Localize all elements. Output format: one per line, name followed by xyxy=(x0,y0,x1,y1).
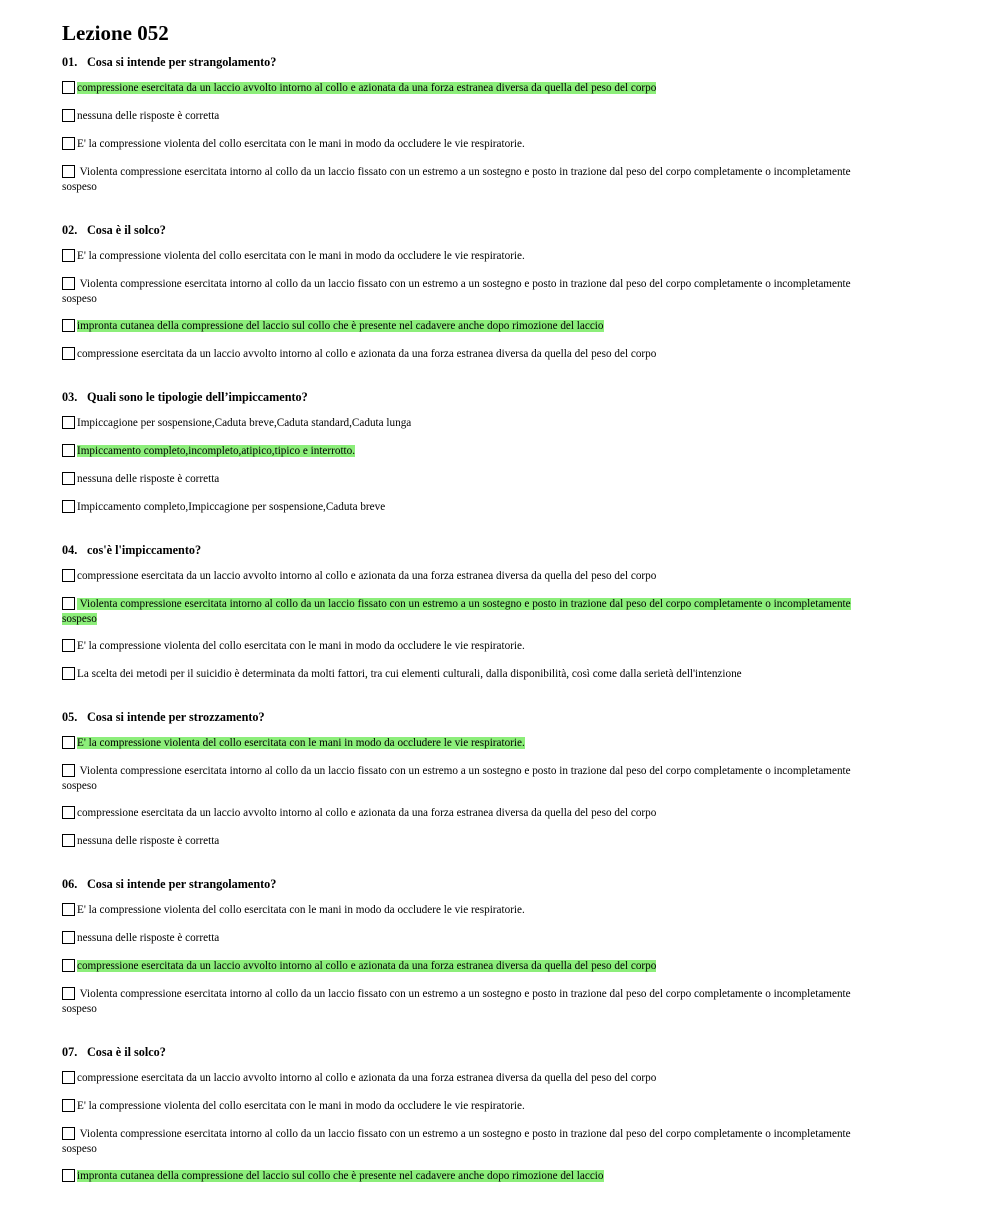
checkbox[interactable] xyxy=(62,764,75,777)
checkbox[interactable] xyxy=(62,277,75,290)
answer-option[interactable] xyxy=(62,109,862,124)
checkbox[interactable] xyxy=(62,81,75,94)
question-number: 07. xyxy=(62,1045,78,1059)
checkbox[interactable] xyxy=(62,903,75,916)
checkbox[interactable] xyxy=(62,444,75,457)
checkbox[interactable] xyxy=(62,500,75,513)
answer-list xyxy=(62,249,862,362)
answer-text: compressione esercitata da un laccio avvolto intorno al collo e azionata da una forza estranea diversa da quella del peso del corpo xyxy=(77,807,657,819)
answer-text: Impiccamento completo,Impiccagione per sospensione,Caduta breve xyxy=(77,501,386,513)
answer-text: E' la compressione violenta del collo esercitata con le mani in modo da occludere le vie respiratorie. xyxy=(77,138,525,150)
answer-text: La scelta dei metodi per il suicidio è determinata da molti fattori, tra cui elementi culturali, dalla disponibilità, così come dalla serietà dell'intenzione xyxy=(77,668,742,680)
question-number: 02. xyxy=(62,223,78,237)
answer-text: nessuna delle risposte è corretta xyxy=(77,835,220,847)
answer-option[interactable] xyxy=(62,764,862,794)
answer-option[interactable] xyxy=(62,1127,862,1157)
answer-option[interactable] xyxy=(62,569,862,584)
answer-text: Violenta compressione esercitata intorno al collo da un laccio fissato con un estremo a un sostegno e posto in trazione dal peso del corpo completamente o incompletamente sospeso xyxy=(62,765,851,792)
checkbox[interactable] xyxy=(62,1071,75,1084)
answer-option[interactable] xyxy=(62,416,862,431)
checkbox[interactable] xyxy=(62,137,75,150)
question-text: Quali sono le tipologie dell’impiccamento? xyxy=(87,390,308,404)
question-heading xyxy=(62,390,862,404)
checkbox[interactable] xyxy=(62,1169,75,1182)
answer-text-highlighted: impronta cutanea della compressione del laccio sul collo che è presente nel cadavere anche dopo rimozione del laccio xyxy=(77,1170,604,1182)
question-heading xyxy=(62,877,862,891)
answer-text: Impiccagione per sospensione,Caduta breve,Caduta standard,Caduta lunga xyxy=(77,417,412,429)
answer-text: nessuna delle risposte è corretta xyxy=(77,473,220,485)
checkbox[interactable] xyxy=(62,806,75,819)
answer-option[interactable] xyxy=(62,597,862,627)
answer-option[interactable] xyxy=(62,931,862,946)
checkbox[interactable] xyxy=(62,472,75,485)
answer-list xyxy=(62,736,862,849)
answer-text: E' la compressione violenta del collo esercitata con le mani in modo da occludere le vie respiratorie. xyxy=(77,640,525,652)
answer-option[interactable] xyxy=(62,277,862,307)
page-title: Lezione 052 xyxy=(62,21,169,45)
question-block xyxy=(62,543,862,682)
question-heading xyxy=(62,1045,862,1059)
answer-option[interactable] xyxy=(62,81,862,96)
quiz-page xyxy=(62,20,862,1184)
checkbox[interactable] xyxy=(62,1099,75,1112)
question-text: Cosa si intende per strangolamento? xyxy=(87,55,277,69)
answer-option[interactable] xyxy=(62,319,862,334)
question-text: cos'è l'impiccamento? xyxy=(87,543,202,557)
checkbox[interactable] xyxy=(62,416,75,429)
answer-text: Violenta compressione esercitata intorno al collo da un laccio fissato con un estremo a un sostegno e posto in trazione dal peso del corpo completamente o incompletamente sospeso xyxy=(62,988,851,1015)
answer-text: E' la compressione violenta del collo esercitata con le mani in modo da occludere le vie respiratorie. xyxy=(77,1100,525,1112)
question-block xyxy=(62,55,862,195)
answer-text: compressione esercitata da un laccio avvolto intorno al collo e azionata da una forza estranea diversa da quella del peso del corpo xyxy=(77,1072,657,1084)
answer-text: nessuna delle risposte è corretta xyxy=(77,110,220,122)
checkbox[interactable] xyxy=(62,109,75,122)
question-block xyxy=(62,877,862,1017)
answer-text: Violenta compressione esercitata intorno al collo da un laccio fissato con un estremo a un sostegno e posto in trazione dal peso del corpo completamente o incompletamente sospeso xyxy=(62,278,851,305)
answer-option[interactable] xyxy=(62,806,862,821)
question-number: 01. xyxy=(62,55,78,69)
answer-option[interactable] xyxy=(62,347,862,362)
answer-option[interactable] xyxy=(62,137,862,152)
question-text: Cosa si intende per strozzamento? xyxy=(87,710,265,724)
checkbox[interactable] xyxy=(62,347,75,360)
answer-text-highlighted: impronta cutanea della compressione del laccio sul collo che è presente nel cadavere anche dopo rimozione del laccio xyxy=(77,320,604,332)
checkbox[interactable] xyxy=(62,597,75,610)
checkbox[interactable] xyxy=(62,987,75,1000)
answer-text: E' la compressione violenta del collo esercitata con le mani in modo da occludere le vie respiratorie. xyxy=(77,250,525,262)
checkbox[interactable] xyxy=(62,834,75,847)
answer-text-highlighted: compressione esercitata da un laccio avvolto intorno al collo e azionata da una forza estranea diversa da quella del peso del corpo xyxy=(77,82,657,94)
checkbox[interactable] xyxy=(62,959,75,972)
checkbox[interactable] xyxy=(62,736,75,749)
answer-text: Violenta compressione esercitata intorno al collo da un laccio fissato con un estremo a un sostegno e posto in trazione dal peso del corpo completamente o incompletamente sospeso xyxy=(62,1128,851,1155)
answer-option[interactable] xyxy=(62,444,862,459)
question-block xyxy=(62,710,862,849)
answer-text-highlighted: Violenta compressione esercitata intorno al collo da un laccio fissato con un estremo a un sostegno e posto in trazione dal peso del corpo completamente o incompletamente sospeso xyxy=(62,598,851,625)
answer-text-highlighted: compressione esercitata da un laccio avvolto intorno al collo e azionata da una forza estranea diversa da quella del peso del corpo xyxy=(77,960,657,972)
question-block xyxy=(62,1045,862,1184)
answer-option[interactable] xyxy=(62,165,862,195)
answer-option[interactable] xyxy=(62,987,862,1017)
question-number: 05. xyxy=(62,710,78,724)
answer-option[interactable] xyxy=(62,1071,862,1086)
answer-text: compressione esercitata da un laccio avvolto intorno al collo e azionata da una forza estranea diversa da quella del peso del corpo xyxy=(77,348,657,360)
answer-text-highlighted: Impiccamento completo,incompleto,atipico,tipico e interrotto. xyxy=(77,445,356,457)
answer-option[interactable] xyxy=(62,834,862,849)
answer-option[interactable] xyxy=(62,249,862,264)
checkbox[interactable] xyxy=(62,249,75,262)
answer-text: compressione esercitata da un laccio avvolto intorno al collo e azionata da una forza estranea diversa da quella del peso del corpo xyxy=(77,570,657,582)
answer-option[interactable] xyxy=(62,500,862,515)
answer-option[interactable] xyxy=(62,903,862,918)
answer-list xyxy=(62,569,862,682)
checkbox[interactable] xyxy=(62,667,75,680)
answer-list xyxy=(62,81,862,195)
question-heading xyxy=(62,223,862,237)
answer-list xyxy=(62,416,862,515)
question-heading xyxy=(62,543,862,557)
question-number: 06. xyxy=(62,877,78,891)
answer-list xyxy=(62,903,862,1017)
answer-option[interactable] xyxy=(62,736,862,751)
question-block xyxy=(62,390,862,515)
checkbox[interactable] xyxy=(62,165,75,178)
checkbox[interactable] xyxy=(62,569,75,582)
question-text: Cosa è il solco? xyxy=(87,223,166,237)
checkbox[interactable] xyxy=(62,319,75,332)
answer-text: nessuna delle risposte è corretta xyxy=(77,932,220,944)
answer-option[interactable] xyxy=(62,472,862,487)
question-text: Cosa è il solco? xyxy=(87,1045,166,1059)
question-list xyxy=(62,55,862,1184)
answer-text: E' la compressione violenta del collo esercitata con le mani in modo da occludere le vie respiratorie. xyxy=(77,904,525,916)
answer-option[interactable] xyxy=(62,1169,862,1184)
question-block xyxy=(62,223,862,362)
question-heading xyxy=(62,710,862,724)
answer-option[interactable] xyxy=(62,1099,862,1114)
question-heading xyxy=(62,55,862,69)
answer-option[interactable] xyxy=(62,639,862,654)
question-number: 03. xyxy=(62,390,78,404)
checkbox[interactable] xyxy=(62,931,75,944)
answer-option[interactable] xyxy=(62,959,862,974)
question-number: 04. xyxy=(62,543,78,557)
question-text: Cosa si intende per strangolamento? xyxy=(87,877,277,891)
answer-text: Violenta compressione esercitata intorno al collo da un laccio fissato con un estremo a un sostegno e posto in trazione dal peso del corpo completamente o incompletamente sospeso xyxy=(62,166,851,193)
answer-text-highlighted: E' la compressione violenta del collo esercitata con le mani in modo da occludere le vie respiratorie. xyxy=(77,737,525,749)
checkbox[interactable] xyxy=(62,1127,75,1140)
answer-list xyxy=(62,1071,862,1184)
answer-option[interactable] xyxy=(62,667,862,682)
checkbox[interactable] xyxy=(62,639,75,652)
